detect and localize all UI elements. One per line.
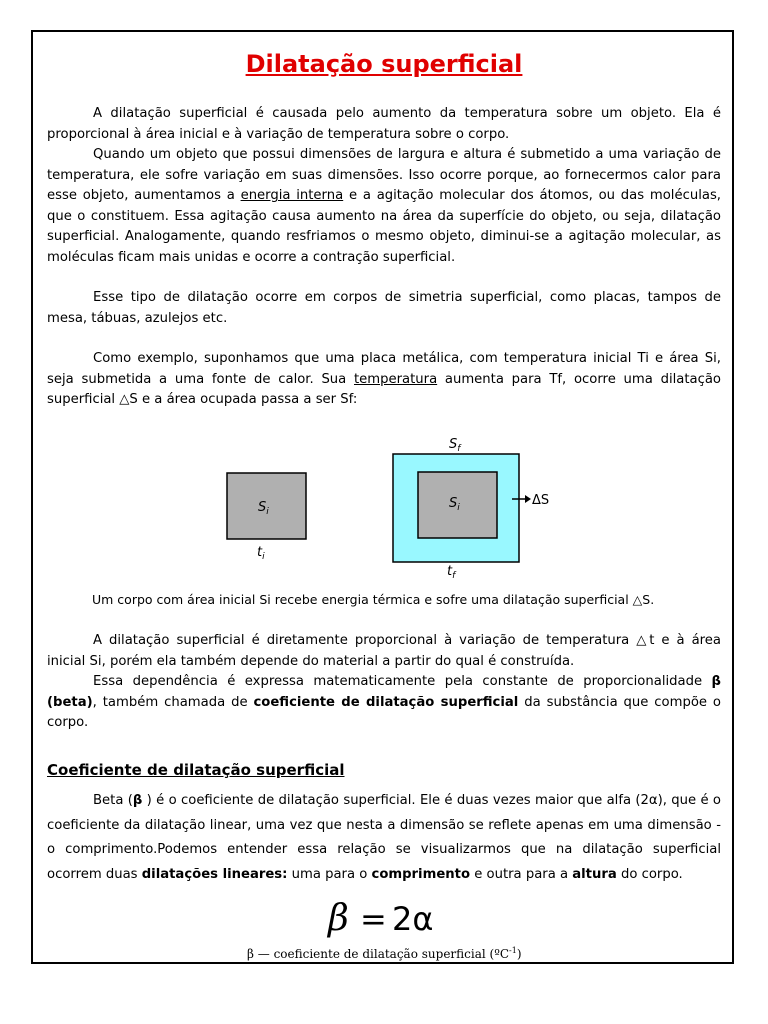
initial-temp-label: $t_i$: [257, 545, 265, 562]
arrow-head: [525, 495, 531, 503]
section-paragraph: [47, 789, 721, 887]
formula-caption: [247, 946, 522, 961]
length-term: comprimento: [371, 866, 471, 882]
initial-area-label: $S_i$: [258, 500, 269, 517]
example-text-a: Como exemplo, suponhamos que uma placa metálica, com temperatura inicial Ti e área Si, seja submetida a uma fonte de calor. Sua: [47, 351, 721, 387]
section-text-b: ) é o coeficiente de dilatação superficial. Ele é duas vezes maior que alfa (2α), que é o coeficiente da dilatação linear, uma vez que nesta a dimensão se reflete apenas em uma dimensão - o comprimento.Podemos entender essa relação se visualizarmos que na dilatação superficial ocorrem duas: [47, 793, 721, 882]
inner-area-label: $S_i$: [449, 496, 460, 513]
formula-caption-end: ): [516, 947, 522, 961]
linear-dilations-term: dilatações lineares:: [141, 866, 288, 882]
initial-plate: [227, 473, 306, 539]
intro-text-2b: e a agitação molecular dos átomos, ou das moléculas, que o constituem. Essa agitação causa aumento na área da superfície do objeto, ou seja, dilatação superficial. Analogamente, quando resfriamos o mesmo objeto, diminui-se a agitação molecular, as moléculas ficam mais unidas e ocorre a contração superficial.: [47, 188, 722, 265]
final-temp-label: $t_f$: [447, 564, 456, 581]
formula-lhs: β: [328, 898, 349, 939]
formula-rhs: 2α: [392, 900, 434, 938]
beta-symbol: β: [132, 793, 143, 808]
body-paragraph-2: [47, 672, 721, 734]
intro-paragraph-1: [47, 104, 721, 145]
formula-equals: =: [360, 900, 387, 938]
section-heading: Coeficiente de dilatação superficial: [47, 761, 345, 779]
body-paragraph-1: [47, 631, 721, 672]
intro-paragraph-3: [47, 288, 721, 329]
dilation-figure: [0, 432, 768, 592]
height-term: altura: [572, 866, 617, 882]
body-text-1: A dilatação superficial é diretamente proporcional à variação de temperatura △t e à área inicial Si, porém ela também depende do material a partir do qual é construída.: [47, 633, 721, 669]
example-paragraph: [47, 349, 721, 411]
body-text-2b: , também chamada de: [92, 694, 254, 710]
delta-area-label: ΔS: [532, 493, 550, 508]
example-text-b: aumenta para Tf, ocorre uma dilatação superficial △S e a área ocupada passa a ser Sf:: [47, 371, 722, 408]
intro-text-1: A dilatação superficial é causada pelo aumento da temperatura sobre um objeto. Ela é proporcional à área inicial e à variação de temperatura sobre o corpo.: [47, 106, 721, 142]
section-text-a: Beta (: [93, 793, 133, 808]
intro-text-3: Esse tipo de dilatação ocorre em corpos de simetria superficial, como placas, tampos de mesa, tábuas, azulejos etc.: [47, 290, 721, 326]
intro-paragraph-2: [47, 145, 721, 269]
figure-caption: Um corpo com área inicial Si recebe energia térmica e sofre uma dilatação superficial △S.: [92, 592, 655, 607]
body-text-2c: da substância que compõe o corpo.: [47, 694, 722, 731]
final-area-label: $S_f$: [449, 437, 461, 454]
intro-text-2a: Quando um objeto que possui dimensões de largura e altura é submetido a uma variação de temperatura, ele sofre variação em suas dimensões. Isso ocorre porque, ao fornecermos calor para esse objeto, aumentamos a: [47, 147, 721, 204]
formula-caption-sup: -1: [509, 946, 517, 955]
temperatura-link[interactable]: temperatura: [354, 371, 438, 387]
formula-caption-text: β — coeficiente de dilatação superficial (ºC: [247, 947, 510, 961]
beta-formula: [326, 896, 446, 940]
section-text-e: do corpo.: [616, 866, 683, 882]
section-text-d: e outra para a: [470, 866, 573, 882]
section-text-c: uma para o: [287, 866, 372, 882]
page-title: Dilatação superficial: [245, 50, 523, 78]
coefficient-term: coeficiente de dilatação superficial: [253, 694, 519, 710]
energia-interna-link[interactable]: energia interna: [240, 188, 344, 204]
beta-term: β (beta): [47, 674, 721, 710]
body-text-2a: Essa dependência é expressa matematicamente pela constante de proporcionalidade: [93, 674, 712, 689]
